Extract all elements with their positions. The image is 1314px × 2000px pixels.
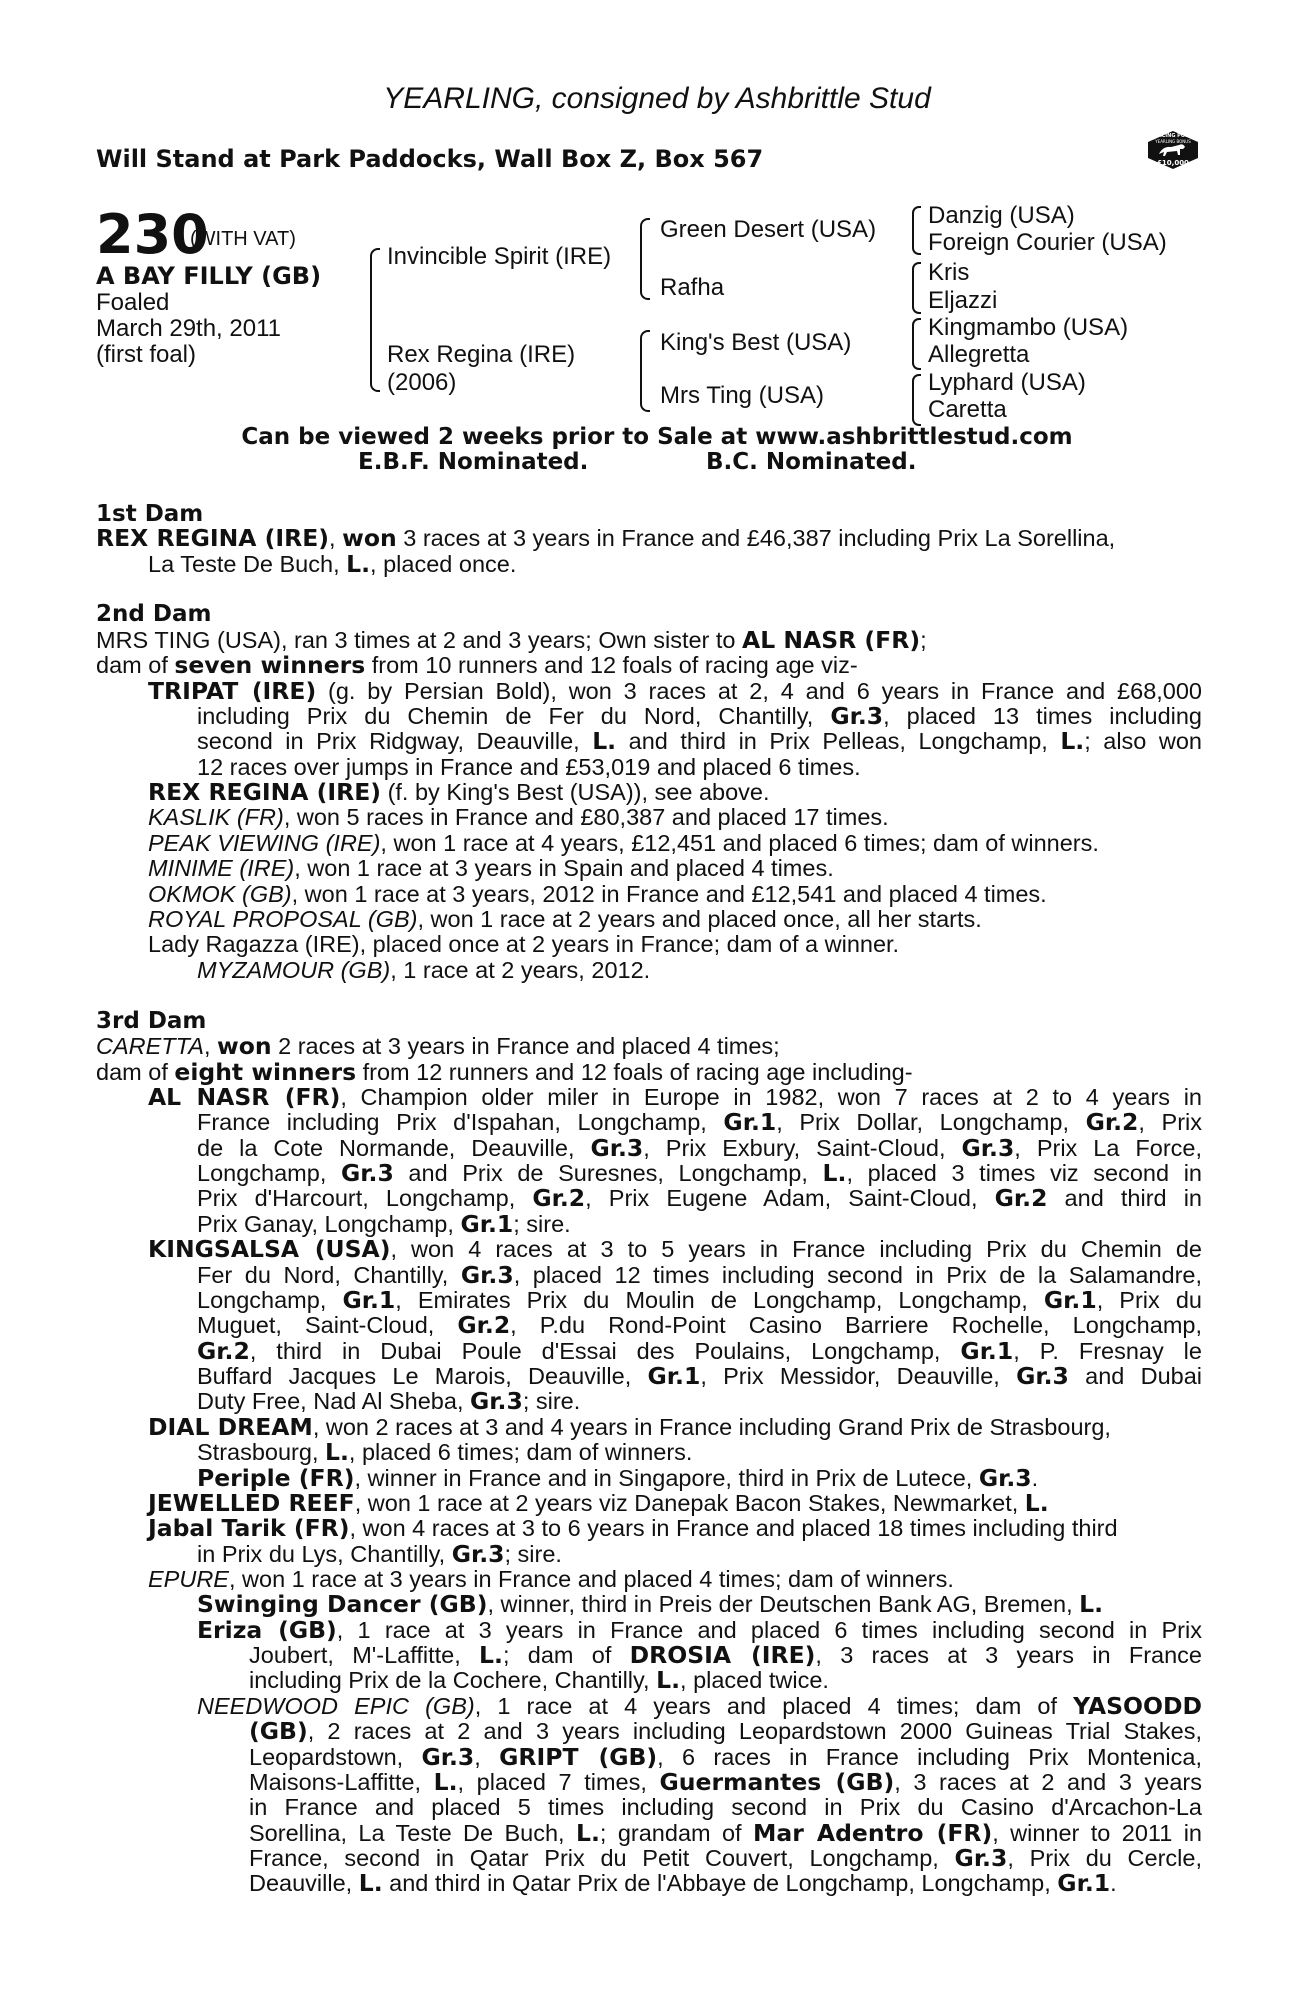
pedigree-g3-2: Foreign Courier (USA) [928, 229, 1167, 256]
body-line: Buffard Jacques Le Marois, Deauville, Gr.1, Prix Messidor, Deauville, Gr.3 and Dubai [197, 1362, 1203, 1390]
body-line: dam of eight winners from 12 runners and 12 foals of racing age including- [96, 1058, 913, 1086]
body-line: France including Prix d'Ispahan, Longchamp, Gr.1, Prix Dollar, Longchamp, Gr.2, Prix [197, 1108, 1202, 1136]
body-line: EPURE, won 1 race at 3 years in France and placed 4 times; dam of winners. [148, 1566, 954, 1592]
body-line: La Teste De Buch, L., placed once. [148, 550, 517, 578]
body-line: Periple (FR), winner in France and in Singapore, third in Prix de Lutece, Gr.3. [197, 1464, 1039, 1492]
pedigree-g3-3: Kris [928, 259, 970, 286]
second-dam-heading: 2nd Dam [96, 601, 212, 627]
body-line: OKMOK (GB), won 1 race at 3 years, 2012 in France and £12,541 and placed 4 times. [148, 881, 1047, 907]
body-line: JEWELLED REEF, won 1 race at 2 years viz Danepak Bacon Stakes, Newmarket, L. [148, 1489, 1049, 1517]
body-line: AL NASR (FR), Champion older miler in Europe in 1982, won 7 races at 2 to 4 years in [148, 1083, 1202, 1111]
body-line: Eriza (GB), 1 race at 3 years in France and placed 6 times including second in Prix [197, 1616, 1202, 1644]
pedigree-g3-1: Danzig (USA) [928, 202, 1075, 229]
body-line: Prix d'Harcourt, Longchamp, Gr.2, Prix Eugene Adam, Saint-Cloud, Gr.2 and third in [197, 1184, 1202, 1212]
pedigree-brace-g3-1 [912, 206, 921, 255]
pedigree-sire: Invincible Spirit (IRE) [387, 243, 612, 270]
body-line: in France and placed 5 times including second in Prix du Casino d'Arcachon-La [249, 1794, 1202, 1820]
body-line: KASLIK (FR), won 5 races in France and £80,387 and placed 17 times. [148, 804, 889, 830]
body-line: Lady Ragazza (IRE), placed once at 2 years in France; dam of a winner. [148, 931, 900, 957]
body-line: in Prix du Lys, Chantilly, Gr.3; sire. [197, 1540, 562, 1568]
body-line: Swinging Dancer (GB), winner, third in Preis der Deutschen Bank AG, Bremen, L. [197, 1590, 1104, 1618]
body-line: MYZAMOUR (GB), 1 race at 2 years, 2012. [197, 957, 651, 983]
third-dam-heading: 3rd Dam [96, 1008, 207, 1034]
pedigree-dam-dam: Mrs Ting (USA) [660, 382, 825, 409]
pedigree-brace-g3-3 [912, 318, 921, 370]
body-line: Muguet, Saint-Cloud, Gr.2, P.du Rond-Point Casino Barriere Rochelle, Longchamp, [197, 1311, 1202, 1339]
pedigree-brace-main [370, 248, 380, 392]
pedigree-g3-4: Eljazzi [928, 287, 998, 314]
page-title: YEARLING, consigned by Ashbrittle Stud [383, 82, 931, 115]
body-line: NEEDWOOD EPIC (GB), 1 race at 4 years and placed 4 times; dam of YASOODD [197, 1692, 1202, 1720]
body-line: DIAL DREAM, won 2 races at 3 and 4 years in France including Grand Prix de Strasbourg, [148, 1413, 1111, 1441]
body-line: ROYAL PROPOSAL (GB), won 1 race at 2 years and placed once, all her starts. [148, 906, 982, 932]
body-line: including Prix du Chemin de Fer du Nord, Chantilly, Gr.3, placed 13 times including [197, 702, 1202, 730]
pedigree-dam-year: (2006) [387, 369, 457, 396]
body-line: PEAK VIEWING (IRE), won 1 race at 4 years, £12,451 and placed 6 times; dam of winners. [148, 830, 1099, 856]
pedigree-dam-sire: King's Best (USA) [660, 329, 852, 356]
pedigree-brace-sire [640, 218, 650, 300]
body-line: including Prix de la Cochere, Chantilly, L., placed twice. [249, 1666, 829, 1694]
badge-amount: £10,000 [1157, 159, 1189, 167]
body-line: MRS TING (USA), ran 3 times at 2 and 3 years; Own sister to AL NASR (FR); [96, 626, 927, 654]
body-line: Strasbourg, L., placed 6 times; dam of winners. [197, 1438, 693, 1466]
body-line: Sorellina, La Teste De Buch, L.; grandam of Mar Adentro (FR), winner to 2011 in [249, 1819, 1203, 1847]
bc-nominated: B.C. Nominated. [706, 449, 917, 475]
body-line: TRIPAT (IRE) (g. by Persian Bold), won 3 races at 2, 4 and 6 years in France and £68,000 [148, 677, 1203, 705]
body-line: 12 races over jumps in France and £53,019 and placed 6 times. [197, 754, 861, 780]
body-line: Prix Ganay, Longchamp, Gr.1; sire. [197, 1210, 571, 1238]
pedigree-brace-g3-2 [912, 262, 921, 314]
pedigree-g3-7: Lyphard (USA) [928, 369, 1086, 396]
body-line: dam of seven winners from 10 runners and 12 foals of racing age viz- [96, 651, 858, 679]
badge-line1: RACING POST [1153, 133, 1193, 139]
body-line: de la Cote Normande, Deauville, Gr.3, Prix Exbury, Saint-Cloud, Gr.3, Prix La Force, [197, 1134, 1203, 1162]
body-line: Longchamp, Gr.3 and Prix de Suresnes, Longchamp, L., placed 3 times viz second in [197, 1159, 1202, 1187]
lot-name: A BAY FILLY (GB) [96, 262, 322, 290]
body-line: Longchamp, Gr.1, Emirates Prix du Moulin de Longchamp, Longchamp, Gr.1, Prix du [197, 1286, 1203, 1314]
body-line: REX REGINA (IRE) (f. by King's Best (USA)), see above. [148, 778, 770, 806]
body-line: KINGSALSA (USA), won 4 races at 3 to 5 years in France including Prix du Chemin de [148, 1235, 1203, 1263]
body-line: second in Prix Ridgway, Deauville, L. and third in Prix Pelleas, Longchamp, L.; also won [197, 727, 1202, 755]
vat-note: (WITH VAT) [190, 228, 296, 250]
foaled-date: March 29th, 2011 [96, 315, 282, 342]
body-line: Joubert, M'-Laffitte, L.; dam of DROSIA (IRE), 3 races at 3 years in France [249, 1641, 1202, 1669]
stand-location: Will Stand at Park Paddocks, Wall Box Z, Box 567 [96, 145, 764, 173]
badge-line2: YEARLING BONUS [1155, 139, 1191, 144]
body-line: Duty Free, Nad Al Sheba, Gr.3; sire. [197, 1387, 581, 1415]
first-foal-note: (first foal) [96, 341, 197, 368]
body-line: CARETTA, won 2 races at 3 years in France and placed 4 times; [96, 1032, 780, 1060]
body-line: Jabal Tarik (FR), won 4 races at 3 to 6 years in France and placed 18 times including third [148, 1514, 1118, 1542]
pedigree-g3-6: Allegretta [928, 341, 1030, 368]
body-line: Fer du Nord, Chantilly, Gr.3, placed 12 times including second in Prix de la Salamandre, [197, 1261, 1202, 1289]
viewing-note: Can be viewed 2 weeks prior to Sale at www.ashbrittlestud.com [241, 424, 1073, 450]
body-line: France, second in Qatar Prix du Petit Couvert, Longchamp, Gr.3, Prix du Cercle, [249, 1844, 1202, 1872]
body-line: REX REGINA (IRE), won 3 races at 3 years in France and £46,387 including Prix La Sorellina, [96, 524, 1116, 552]
first-dam-heading: 1st Dam [96, 501, 204, 527]
foaled-label: Foaled [96, 289, 170, 316]
body-line: (GB), 2 races at 2 and 3 years including Leopardstown 2000 Guineas Trial Stakes, [249, 1717, 1202, 1745]
pedigree-g3-5: Kingmambo (USA) [928, 314, 1129, 341]
pedigree-brace-dam [640, 330, 650, 412]
body-line: Gr.2, third in Dubai Poule d'Essai des Poulains, Longchamp, Gr.1, P. Fresnay le [197, 1337, 1202, 1365]
pedigree-g3-8: Caretta [928, 396, 1007, 423]
pedigree-sire-sire: Green Desert (USA) [660, 216, 877, 243]
body-line: MINIME (IRE), won 1 race at 3 years in Spain and placed 4 times. [148, 855, 834, 881]
pedigree-brace-g3-4 [912, 374, 921, 426]
pedigree-sire-dam: Rafha [660, 274, 725, 301]
body-line: Leopardstown, Gr.3, GRIPT (GB), 6 races in France including Prix Montenica, [249, 1743, 1202, 1771]
body-line: Maisons-Laffitte, L., placed 7 times, Guermantes (GB), 3 races at 2 and 3 years [249, 1768, 1203, 1796]
pedigree-dam: Rex Regina (IRE) [387, 341, 576, 368]
body-line: Deauville, L. and third in Qatar Prix de l'Abbaye de Longchamp, Longchamp, Gr.1. [249, 1869, 1117, 1897]
lot-number: 230 [96, 203, 209, 266]
yearling-bonus-badge [1147, 130, 1199, 170]
ebf-nominated: E.B.F. Nominated. [358, 449, 589, 475]
